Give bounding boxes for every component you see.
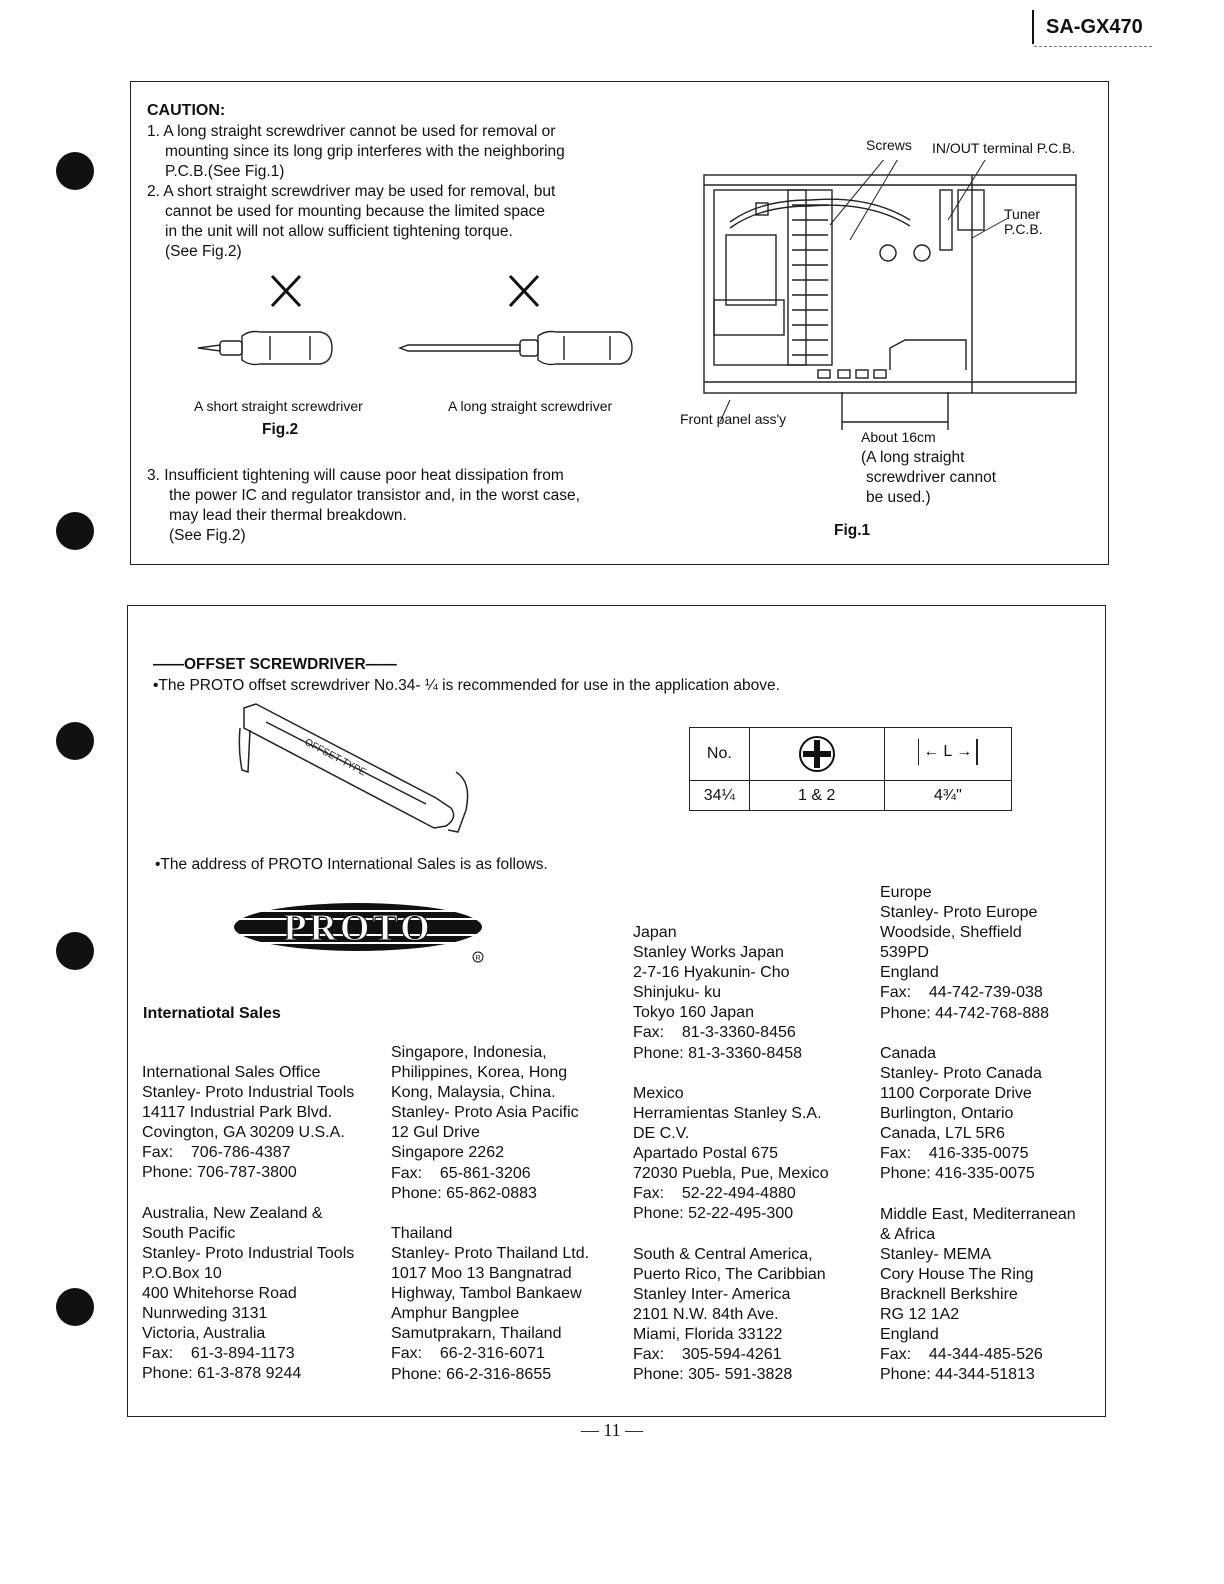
address-line: Fax: 305-594-4261 <box>633 1345 782 1363</box>
address-line: Stanley- MEMA <box>880 1245 992 1263</box>
spec-table <box>689 727 1012 811</box>
tool-engraving: OFFSET TYPE <box>302 736 368 779</box>
address-line: Phone: 52-22-495-300 <box>633 1205 794 1223</box>
transformer-block <box>714 190 806 365</box>
address-line: Phone: 706-787-3800 <box>142 1164 297 1182</box>
fig1-note-line: (A long straight <box>861 449 965 466</box>
address-intro: •The address of PROTO International Sales is as follows. <box>155 856 548 873</box>
cross-mark-icon <box>272 276 300 306</box>
address-column-1 <box>142 1063 354 1385</box>
address-line: England <box>880 1326 939 1344</box>
dimension-bar-icon <box>976 739 978 765</box>
io-board <box>890 340 966 370</box>
address-line: Amphur Bangplee <box>391 1305 520 1323</box>
address-line: Canada, L7L 5R6 <box>880 1125 1005 1143</box>
screw-hole <box>914 245 930 261</box>
address-line: Fax: 52-22-494-4880 <box>633 1185 796 1203</box>
address-line: Japan <box>633 924 677 941</box>
address-line: & Africa <box>880 1225 936 1243</box>
address-line: 1017 Moo 13 Bangnatrad <box>391 1265 572 1283</box>
caution-item-3-line: the power IC and regulator transistor and, in the worst case, <box>169 487 580 504</box>
model-number: SA-GX470 <box>1032 10 1166 44</box>
address-line: Nunrweding 3131 <box>142 1305 268 1323</box>
address-line: 2-7-16 Hyakunin- Cho <box>633 964 790 982</box>
fig2-caption: Fig.2 <box>262 421 299 438</box>
address-line: Victoria, Australia <box>142 1325 266 1343</box>
address-line: Australia, New Zealand & <box>142 1204 323 1222</box>
address-line: Phone: 44-344-51813 <box>880 1366 1035 1384</box>
address-line: Phone: 416-335-0075 <box>880 1165 1035 1183</box>
address-line: International Sales Office <box>142 1064 321 1081</box>
caution-item-1-line: 1. A long straight screwdriver cannot be used for removal or <box>147 123 556 140</box>
binder-hole <box>56 932 94 970</box>
fig1-inout-label: IN/OUT terminal P.C.B. <box>932 140 1076 156</box>
address-line: Phone: 66-2-316-8655 <box>391 1365 552 1383</box>
fig1-about-label: About 16cm <box>861 429 936 445</box>
address-line: Middle East, Mediterranean <box>880 1205 1076 1223</box>
spec-cell-length: 4¾" <box>884 781 1011 811</box>
address-line: 400 Whitehorse Road <box>142 1285 297 1303</box>
address-line: Tokyo 160 Japan <box>633 1004 754 1022</box>
svg-text:R: R <box>475 955 481 962</box>
caution-item-2-line: in the unit will not allow sufficient tightening torque. <box>165 223 513 240</box>
address-line <box>391 1204 589 1224</box>
offset-screwdriver-illustration <box>236 700 476 836</box>
address-line: Stanley- Proto Canada <box>880 1064 1042 1082</box>
address-line: Stanley- Proto Europe <box>880 904 1038 922</box>
fig1-screws-label: Screws <box>866 137 912 153</box>
address-line: Phone: 61-3-878 9244 <box>142 1365 302 1383</box>
address-line: Puerto Rico, The Caribbian <box>633 1265 826 1283</box>
address-line: Mexico <box>633 1084 684 1102</box>
caution-title: CAUTION: <box>147 102 226 119</box>
binder-hole <box>56 152 94 190</box>
leader-lines <box>720 160 1008 422</box>
caution-item-1-line: mounting since its long grip interferes with the neighboring <box>165 143 565 160</box>
address-line: Stanley- Proto Thailand Ltd. <box>391 1244 590 1262</box>
fig1-tuner-label: Tuner <box>1004 206 1041 222</box>
dimension-arrow-left-icon: ← <box>923 742 940 760</box>
address-line: Fax: 81-3-3360-8456 <box>633 1024 796 1042</box>
binder-hole <box>56 722 94 760</box>
address-line <box>142 1184 354 1204</box>
address-line: 2101 N.W. 84th Ave. <box>633 1305 779 1323</box>
spec-cell-tip: 1 & 2 <box>749 781 884 811</box>
binder-hole <box>56 512 94 550</box>
address-line: Fax: 44-742-739-038 <box>880 984 1043 1002</box>
fig1-note-line: be used.) <box>866 489 931 506</box>
address-line <box>633 1064 829 1084</box>
short-screwdriver-icon <box>198 332 332 365</box>
spec-header-tip <box>749 728 884 781</box>
address-line: Phone: 305- 591-3828 <box>633 1366 793 1384</box>
address-line: Miami, Florida 33122 <box>633 1325 783 1343</box>
caution-item-2-line: 2. A short straight screwdriver may be used for removal, but <box>147 183 556 200</box>
address-line: 1100 Corporate Drive <box>880 1084 1032 1102</box>
address-line: South & Central America, <box>633 1245 813 1263</box>
address-line: Europe <box>880 884 932 901</box>
address-line: Phone: 65-862-0883 <box>391 1184 537 1202</box>
dimension-bar-icon <box>918 739 920 765</box>
address-line: Phone: 81-3-3360-8458 <box>633 1044 803 1062</box>
screw-hole <box>880 245 896 261</box>
header-rule <box>1034 46 1152 47</box>
fig2-screwdrivers-illustration <box>180 268 650 378</box>
address-line: Samutprakarn, Thailand <box>391 1325 562 1343</box>
address-line: 539PD <box>880 944 929 962</box>
address-line <box>633 1224 829 1244</box>
fig2-long-label: A long straight screwdriver <box>448 398 613 414</box>
address-line: Phone: 44-742-768-888 <box>880 1004 1050 1022</box>
spec-cell-no: 34¼ <box>690 781 750 811</box>
address-line: Highway, Tambol Bankaew <box>391 1285 582 1303</box>
address-line: Kong, Malaysia, China. <box>391 1084 556 1102</box>
cross-mark-icon <box>510 276 538 306</box>
address-line: Stanley Inter- America <box>633 1285 791 1303</box>
address-line: Apartado Postal 675 <box>633 1145 778 1163</box>
caution-item-1-line: P.C.B.(See Fig.1) <box>165 163 285 180</box>
address-line: DE C.V. <box>633 1124 690 1142</box>
address-line: Singapore 2262 <box>391 1144 504 1162</box>
spec-header-length-label: L <box>943 742 953 760</box>
offset-title: ——OFFSET SCREWDRIVER—— <box>153 656 397 673</box>
address-line: Thailand <box>391 1224 453 1242</box>
fig1-note-line: screwdriver cannot <box>866 469 997 486</box>
address-line <box>880 1184 1076 1204</box>
address-line: Stanley- Proto Industrial Tools <box>142 1244 355 1262</box>
fig1-chassis-illustration <box>690 160 1090 440</box>
address-line: Shinjuku- ku <box>633 984 722 1002</box>
phillips-tip-icon <box>797 734 837 774</box>
caution-item-2-line: cannot be used for mounting because the limited space <box>165 203 545 220</box>
address-line: Philippines, Korea, Hong <box>391 1064 568 1082</box>
address-line: South Pacific <box>142 1224 236 1242</box>
fig1-caption: Fig.1 <box>834 522 871 539</box>
address-line: Stanley Works Japan <box>633 944 784 962</box>
address-line: Fax: 706-786-4387 <box>142 1144 291 1162</box>
intl-sales-heading: Internatiotal Sales <box>143 1005 281 1022</box>
address-line: Covington, GA 30209 U.S.A. <box>142 1124 345 1142</box>
address-column-4 <box>880 883 1076 1385</box>
fig2-short-label: A short straight screwdriver <box>194 398 363 414</box>
long-screwdriver-icon <box>400 332 632 365</box>
dimension-arrow-right-icon: → <box>956 742 973 760</box>
address-line: England <box>880 964 939 982</box>
address-line: RG 12 1A2 <box>880 1305 960 1323</box>
address-line: Stanley- Proto Asia Pacific <box>391 1104 579 1122</box>
spec-header-length <box>884 728 1011 781</box>
address-line: Cory House The Ring <box>880 1265 1034 1283</box>
address-line: Canada <box>880 1044 937 1062</box>
fig1-front-panel-label: Front panel ass'y <box>680 411 787 427</box>
address-line: Fax: 61-3-894-1173 <box>142 1345 295 1363</box>
address-line: Fax: 66-2-316-6071 <box>391 1345 545 1363</box>
address-line: 72030 Puebla, Pue, Mexico <box>633 1165 829 1183</box>
address-line: Burlington, Ontario <box>880 1105 1014 1123</box>
tuner-pcb <box>958 190 984 230</box>
caution-item-2-line: (See Fig.2) <box>165 243 242 260</box>
address-column-2 <box>391 1043 589 1385</box>
address-line: Stanley- Proto Industrial Tools <box>142 1084 355 1102</box>
address-line: P.O.Box 10 <box>142 1264 222 1282</box>
caution-item-3-line: may lead their thermal breakdown. <box>169 507 407 524</box>
address-column-3 <box>633 923 829 1385</box>
address-line: Fax: 416-335-0075 <box>880 1145 1029 1163</box>
caution-item-3-line: (See Fig.2) <box>169 527 246 544</box>
address-line: 12 Gul Drive <box>391 1124 480 1142</box>
proto-logo-text: PROTO <box>283 907 433 949</box>
address-line: Woodside, Sheffield <box>880 924 1022 942</box>
fig1-tuner-label: P.C.B. <box>1004 221 1043 237</box>
binder-hole <box>56 1288 94 1326</box>
offset-recommend: •The PROTO offset screwdriver No.34- ¼ is recommended for use in the application above. <box>153 677 780 694</box>
address-line: 14117 Industrial Park Blvd. <box>142 1104 333 1122</box>
address-line: Singapore, Indonesia, <box>391 1044 547 1061</box>
caution-item-3-line: 3. Insufficient tightening will cause poor heat dissipation from <box>147 467 564 484</box>
address-line <box>880 1024 1076 1044</box>
spec-header-no: No. <box>690 728 750 781</box>
address-line: Fax: 65-861-3206 <box>391 1164 531 1182</box>
heat-sink <box>788 190 832 365</box>
proto-logo <box>230 897 492 967</box>
address-line: Herramientas Stanley S.A. <box>633 1104 822 1122</box>
address-line: Bracknell Berkshire <box>880 1285 1018 1303</box>
address-line: Fax: 44-344-485-526 <box>880 1346 1043 1364</box>
page-number: — 11 — <box>580 1420 644 1440</box>
